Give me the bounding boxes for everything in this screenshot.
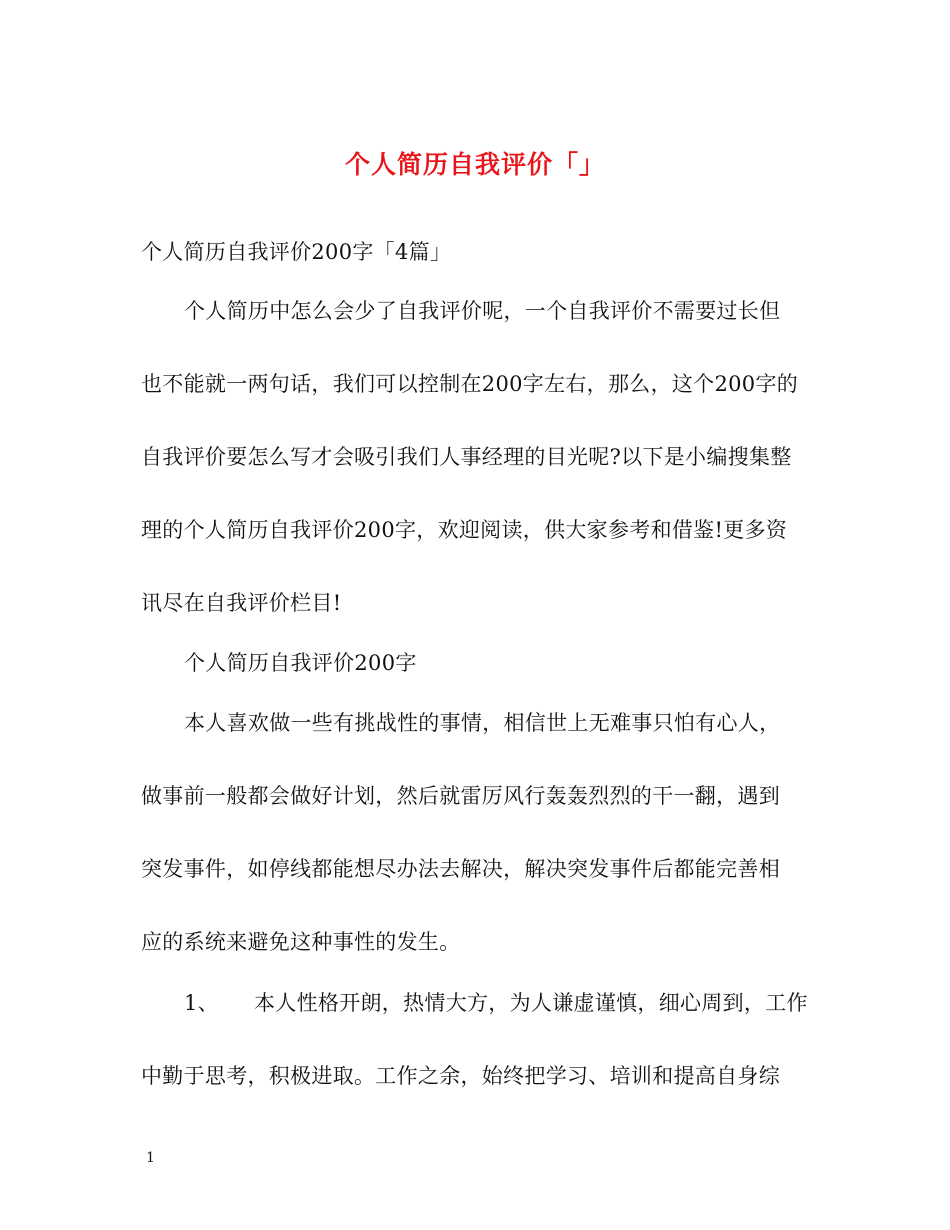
intro-line-3: 自我评价要怎么写才会吸引我们人事经理的目光呢?以下是小编搜集整 xyxy=(141,445,792,469)
document-subtitle: 个人简历自我评价200字「4篇」 xyxy=(141,240,452,264)
list-item-1 xyxy=(184,987,808,1017)
intro-line-5: 讯尽在自我评价栏目! xyxy=(141,591,342,615)
intro-line-4: 理的个人简历自我评价200字，欢迎阅读，供大家参考和借鉴!更多资 xyxy=(141,518,788,542)
document-title: 个人简历自我评价「」 xyxy=(344,150,605,179)
para1-line-1: 本人喜欢做一些有挑战性的事情，相信世上无难事只怕有心人， xyxy=(184,711,781,735)
para1-line-2: 做事前一般都会做好计划，然后就雷厉风行轰轰烈烈的干一翻，遇到 xyxy=(141,784,780,808)
intro-line-1: 个人简历中怎么会少了自我评价呢，一个自我评价不需要过长但 xyxy=(184,299,781,323)
list-item-1-continuation: 中勤于思考，积极进取。工作之余，始终把学习、培训和提高自身综 xyxy=(141,1064,780,1088)
intro-line-2: 也不能就一两句话，我们可以控制在200字左右，那么，这个200字的 xyxy=(141,372,799,396)
list-item-1-text: 本人性格开朗，热情大方，为人谦虚谨慎，细心周到，工作 xyxy=(254,991,808,1015)
para1-line-4: 应的系统来避免这种事性的发生。 xyxy=(141,930,461,954)
list-marker: 1、 xyxy=(184,991,219,1015)
page-number: 1 xyxy=(146,1150,155,1166)
section-heading: 个人简历自我评价200字 xyxy=(184,651,417,675)
para1-line-3: 突发事件，如停线都能想尽办法去解决，解决突发事件后都能完善相 xyxy=(141,857,780,881)
